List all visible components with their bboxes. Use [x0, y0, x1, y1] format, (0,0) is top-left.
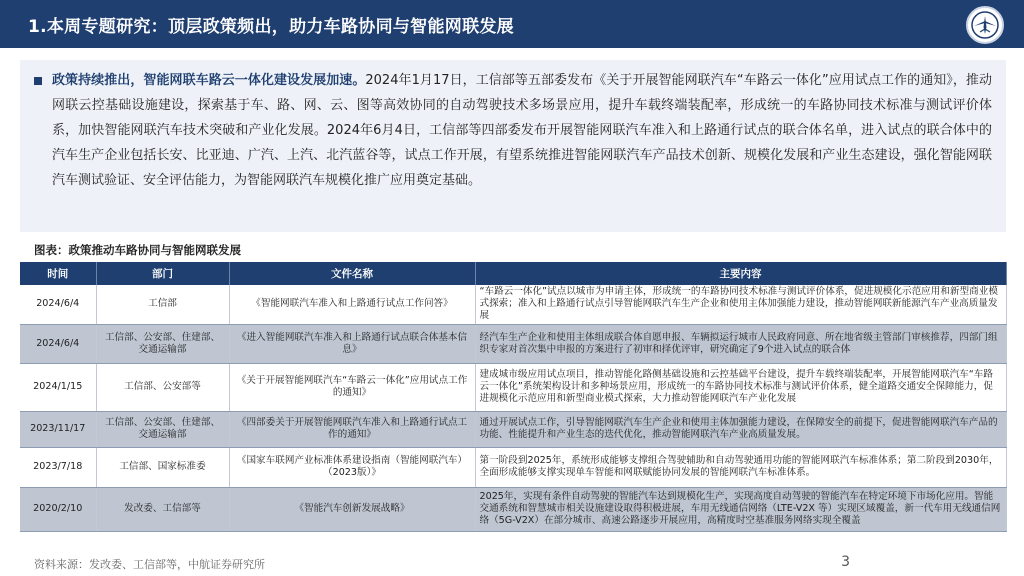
cell-dept: 工信部、公安部等 [96, 363, 229, 411]
cell-time: 2023/11/17 [20, 411, 96, 447]
table-row [20, 447, 1006, 487]
cell-time: 2020/2/10 [20, 487, 96, 531]
cell-content: 建成城市级应用试点项目，推动智能化路侧基础设施和云控基础平台建设，提升车载终端装配率，开展智能网联汽车“车路云一体化”系统架构设计和多种场景应用，形成统一的车路协同技术标准与测试评价体系，健全道路交通安全保障能力，促进规模化示范应用和新型商业模式探索，大力推动智能网联汽车产业化发展 [475, 363, 1006, 411]
page-number: 3 [841, 554, 850, 570]
cell-dept: 发改委、工信部等 [96, 487, 229, 531]
cell-content: 通过开展试点工作，引导智能网联汽车生产企业和使用主体加强能力建设，在保障安全的前提下，促进智能网联汽车产品的功能、性能提升和产业生态的迭代优化，推动智能网联汽车产业高质量发展。 [475, 411, 1006, 447]
page-title: 1.本周专题研究：顶层政策频出，助力车路协同与智能网联发展 [28, 16, 514, 37]
table-row [20, 411, 1006, 447]
cell-time: 2024/6/4 [20, 324, 96, 363]
page-header [0, 0, 1024, 48]
cell-time: 2024/1/15 [20, 363, 96, 411]
table-row [20, 324, 1006, 363]
cell-doc: 《四部委关于开展智能网联汽车准入和上路通行试点工作的通知》 [229, 411, 475, 447]
table-row [20, 363, 1006, 411]
cell-content: 经汽车生产企业和使用主体组成联合体自愿申报、车辆拟运行城市人民政府同意、所在地省级主管部门审核推荐，四部门组织专家对首次集中申报的方案进行了初审和择优评审，研究确定了9个进入试点的联合体 [475, 324, 1006, 363]
square-bullet-icon [34, 77, 42, 85]
summary-box [20, 60, 1006, 232]
source-note: 资料来源：发改委、工信部等，中航证券研究所 [34, 558, 265, 571]
cell-dept: 工信部 [96, 285, 229, 324]
cell-doc: 《智能网联汽车准入和上路通行试点工作问答》 [229, 285, 475, 324]
summary-lead: 政策持续推出，智能网联车路云一体化建设发展加速。 [52, 73, 366, 88]
cell-dept: 工信部、公安部、住建部、交通运输部 [96, 411, 229, 447]
cell-content: 2025年，实现有条件自动驾驶的智能汽车达到规模化生产，实现高度自动驾驶的智能汽车在特定环境下市场化应用。智能交通系统和智慧城市相关设施建设取得积极进展，车用无线通信网络（LTE-V2X 等）实现区域覆盖，新一代车用无线通信网络（5G-V2X）在部分城市、高速公路逐步开展应用，高精度时空基准服务网络实现全覆盖 [475, 487, 1006, 531]
cell-dept: 工信部、国家标准委 [96, 447, 229, 487]
cell-time: 2023/7/18 [20, 447, 96, 487]
cell-time: 2024/6/4 [20, 285, 96, 324]
summary-paragraph [52, 68, 992, 193]
cell-doc: 《进入智能网联汽车准入和上路通行试点联合体基本信息》 [229, 324, 475, 363]
cell-content: 第一阶段到2025年，系统形成能够支撑组合驾驶辅助和自动驾驶通用功能的智能网联汽车标准体系；第二阶段到2030年，全面形成能够支撑实现单车智能和网联赋能协同发展的智能网联汽车标准体系。 [475, 447, 1006, 487]
cell-doc: 《智能汽车创新发展战略》 [229, 487, 475, 531]
table-row [20, 487, 1006, 531]
figure-title: 图表：政策推动车路协同与智能网联发展 [34, 243, 241, 257]
col-header-content: 主要内容 [475, 262, 1006, 285]
summary-body: 2024年1月17日，工信部等五部委发布《关于开展智能网联汽车“车路云一体化”应用试点工作的通知》，推动网联云控基础设施建设，探索基于车、路、网、云、图等高效协同的自动驾驶技术多场景应用，提升车载终端装配率，形成统一的车路协同技术标准与测试评价体系，加快智能网联汽车技术突破和产业化发展。2024年6月4日，工信部等四部委发布开展智能网联汽车准入和上路通行试点的联合体名单，进入试点的联合体中的汽车生产企业包括长安、比亚迪、广汽、上汽、北汽蓝谷等，试点工作开展，有望系统推进智能网联汽车产品技术创新、规模化发展和产业生态建设，强化智能网联汽车测试验证、安全评估能力，为智能网联汽车规模化推广应用奠定基础。 [52, 73, 992, 188]
cell-doc: 《关于开展智能网联汽车“车路云一体化”应用试点工作的通知》 [229, 363, 475, 411]
table-header-row [20, 262, 1006, 285]
cell-content: “车路云一体化”试点以城市为申请主体，形成统一的车路协同技术标准与测试评价体系，促进规模化示范应用和新型商业模式探索；准入和上路通行试点引导智能网联汽车生产企业和使用主体加强能力建设，推动智能网联新能源汽车产业高质量发展 [475, 285, 1006, 324]
cell-doc: 《国家车联网产业标准体系建设指南（智能网联汽车）（2023版）》 [229, 447, 475, 487]
policy-table [20, 262, 1007, 532]
col-header-dept: 部门 [96, 262, 229, 285]
table-row [20, 285, 1006, 324]
col-header-time: 时间 [20, 262, 96, 285]
col-header-doc: 文件名称 [229, 262, 475, 285]
cell-dept: 工信部、公安部、住建部、交通运输部 [96, 324, 229, 363]
avic-logo-icon [966, 6, 1004, 44]
